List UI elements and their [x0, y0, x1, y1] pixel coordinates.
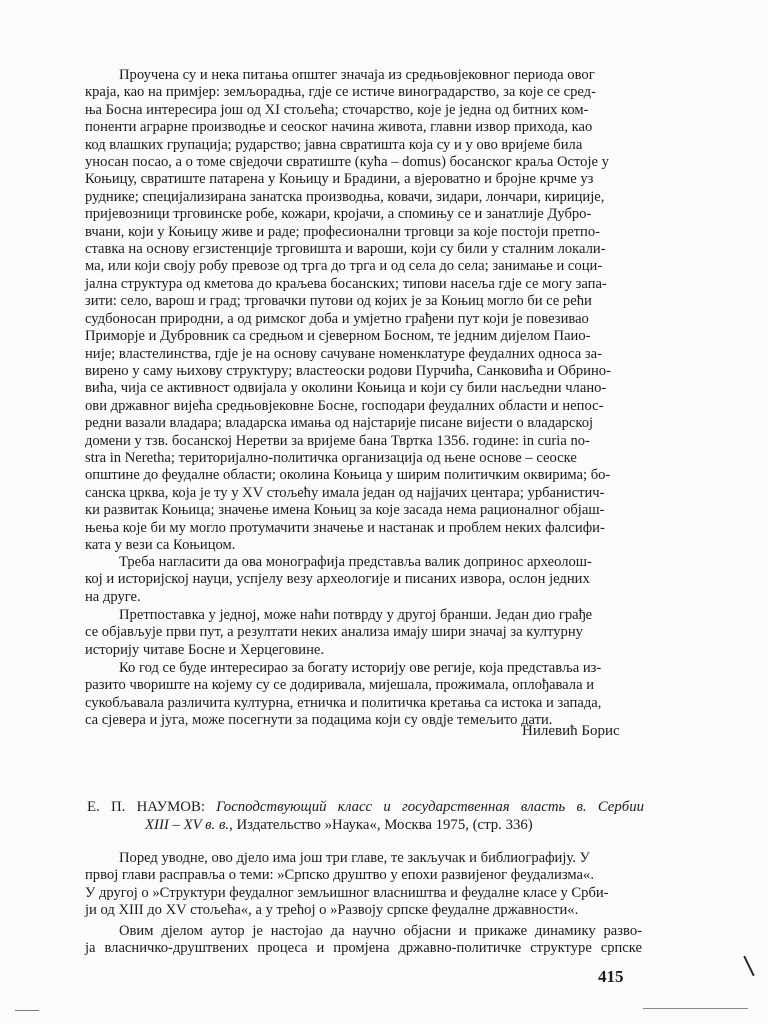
text-line: код влашких групација; рударство; јавна свратишта која су и у ово вријеме била: [85, 136, 583, 153]
paragraph-hypothesis: [85, 607, 642, 659]
text-line: јална структура од кметова до краљева босанских; типови насеља гдје се могу запа-: [85, 275, 607, 292]
review-paragraph-structure: [85, 850, 642, 920]
review-heading: [87, 798, 644, 834]
review-title: Господствующий класс и государственная власть в. Сербии: [216, 799, 644, 815]
text-line: Приморје и Дубровник са средњом и сјеверном Босном, те једним дијелом Паио-: [85, 328, 591, 345]
text-line: краја, као на примјер: земљорадња, гдје се истиче виноградарство, за које се сред-: [85, 84, 596, 101]
text-line: зити: село, варош и град; трговачки путови од којих је за Коњиц могло би се рећи: [85, 293, 592, 310]
text-line: историју читаве Босне и Херцеговине.: [85, 641, 325, 658]
text-line: stra in Neretha; територијално-политичка организација од њене основе – сеоске: [85, 449, 577, 466]
page-number: 415: [598, 967, 624, 986]
text-line: Треба нагласити да ова монографија представља валик допринос археолош-: [119, 554, 592, 570]
text-line: ма, или који своју робу превозе од трга до трга и од села до села; занимање и соци-: [85, 258, 603, 275]
scan-mark-stroke: [743, 956, 754, 976]
text-line: вчани, који у Коњицу живе и раде; професионални трговци за које постоји претпо-: [85, 223, 601, 240]
text-line: вирено у саму њихову структуру; властеоски родови Пурчића, Санковића и Обрино-: [85, 362, 611, 379]
text-line: Претпоставка у једној, може наћи потврду у другој бранши. Један дио грађе: [119, 607, 593, 623]
text-line: редни вазали владара; владарска имања од најстарије писане вијести о владарској: [85, 415, 594, 432]
review-signature: Нилевић Борис: [522, 723, 620, 739]
text-line: се објављује први пут, а резултати неких анализа имају шири значај за културну: [85, 624, 583, 641]
paragraph-contribution: [85, 554, 642, 606]
text-line: Проучена су и нека питања општег значаја из средњовјековног периода овог: [119, 67, 595, 83]
text-line: ја власничко-друштвених процеса и промјена државно-политичке структуре српске: [85, 940, 642, 957]
text-line: општине до феудалне области; околина Коњица у ширим политичким оквирима; бо-: [85, 467, 611, 484]
text-line: њења које би му могло протумачити значење и настанак и проблем неких фалсифи-: [85, 519, 605, 536]
text-line: судбоносан природни, а од римског доба и умјетно грађени пут који је повезивао: [85, 310, 589, 327]
text-line: поненти аграрне производње и сеоског начина живота, главни извор прихода, као: [85, 119, 593, 136]
text-line: разито чвориште на којему су се додиривала, мијешала, прожимала, оплођавала и: [85, 677, 595, 694]
scan-mark-left: [15, 1010, 39, 1011]
text-line: ји од XIII до XV стољећа«, а у трећој о »Развоју српске феудалне државности«.: [85, 902, 579, 919]
text-line: Овим дјелом аутор је настојао да научно објасни и прикаже динамику разво-: [119, 923, 642, 939]
paragraph-conclusion: [85, 660, 642, 730]
text-line: сукобљавала различита културна, етничка и политичка кретања са истока и запада,: [85, 694, 602, 711]
text-line: У другој о »Структури феудалног земљишног власништва и феудалне класе у Срби-: [85, 884, 609, 901]
paragraph-main: [85, 67, 642, 554]
review-publisher: , Издательство »Наука«, Москва 1975, (стр. 336): [229, 817, 533, 833]
text-line: ставка на основу егзистенције трговишта и вароши, који су били у сталним локали-: [85, 241, 606, 258]
text-line: Поред уводне, ово дјело има још три главе, те закључак и библиографију. У: [119, 850, 590, 866]
text-line: санска црква, која је ту у XV стољећу имала један од најјачих центара; урбанистич-: [85, 484, 605, 501]
text-line: уносан посао, а о томе свједочи свратиште (кућа – domus) босанског краља Остоје у: [85, 154, 609, 171]
text-line: ња Босна интересира још од XI стољећа; сточарство, које је једна од битних ком-: [85, 101, 589, 118]
text-line: ката у вези са Коњицом.: [85, 536, 236, 553]
text-line: Коњицу, свратиште патарена у Коњицу и Брадини, а вјероватно и бројне крчме уз: [85, 171, 594, 188]
text-line: руднике; специјализирана занатска производња, ковачи, зидари, лончари, кирициjе,: [85, 188, 605, 205]
text-line: домени у тзв. босанској Неретви за вријеме бана Твртка 1356. године: in curia no-: [85, 432, 590, 449]
text-line: вића, чија се активност одвијала у околини Коњица и који су били насљедни члано-: [85, 380, 607, 397]
text-line: пријевозници трговинске робе, кожари, кројачи, а спомињу се и занатлије Дубро-: [85, 206, 592, 223]
text-line: на друге.: [85, 588, 141, 605]
scan-mark-right: [643, 1008, 748, 1009]
text-line: ки развитак Коњица; значење имена Коњиц за које засада нема рационалног објаш-: [85, 502, 605, 519]
text-line: првој глави расправља о теми: »Српско друштво у епохи развијеног феудализма«.: [85, 867, 594, 884]
text-line: Ко год се буде интересирао за богату историју ове регије, која представља из-: [119, 660, 602, 676]
review-title-period: XIII – XV в. в.: [145, 817, 230, 833]
text-line: није; властелинства, гдје је на основу сачуване номенклатуре феудалних односа за-: [85, 345, 602, 362]
text-line: са сјевера и југа, може посегнути за подацима који су овдје темељито дати.: [85, 712, 553, 729]
review-author: Е. П. НАУМОВ:: [87, 799, 217, 815]
text-line: кој и историјској науци, успјелу везу археологије и писаних извора, ослон једних: [85, 571, 590, 588]
review-paragraph-aim: [85, 923, 642, 958]
text-line: ови државног вијећа средњовјековне Босне, господари феудалних области и непос-: [85, 397, 604, 414]
